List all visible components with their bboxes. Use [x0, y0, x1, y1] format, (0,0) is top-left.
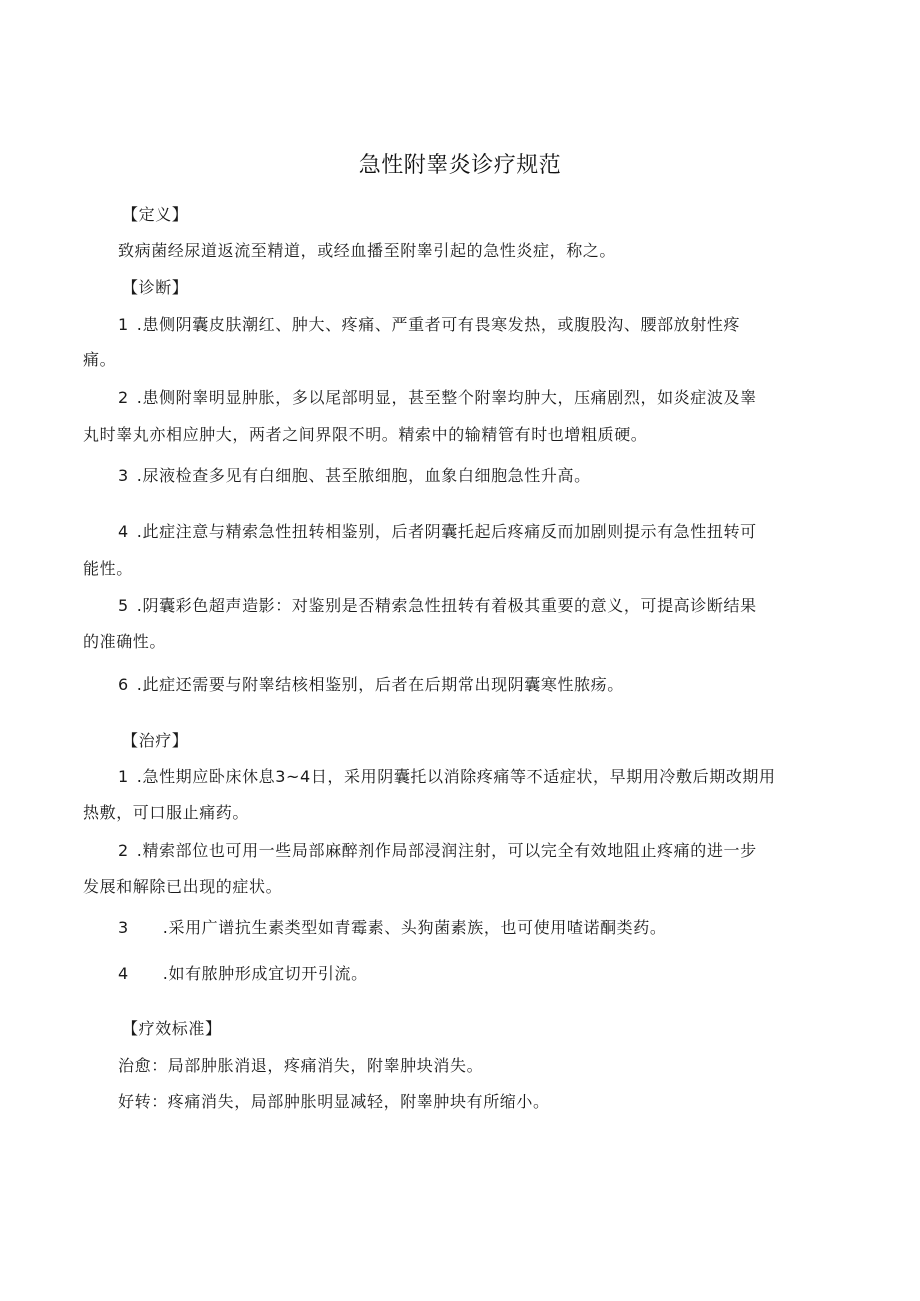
diagnosis-item-3 — [118, 466, 591, 486]
item-number: 2 — [118, 388, 129, 407]
treatment-item-1-line-2: 热敷，可口服止痛药。 — [83, 803, 250, 822]
diagnosis-item-2-line-1 — [118, 388, 757, 408]
efficacy-improved: 好转：疼痛消失，局部肿胀明显减轻，附睾肿块有所缩小。 — [118, 1092, 550, 1111]
diagnosis-heading: 【诊断】 — [122, 278, 189, 297]
treatment-item-2-line-2: 发展和解除已出现的症状。 — [83, 877, 283, 896]
diagnosis-item-4-line-1 — [118, 522, 757, 542]
diagnosis-item-6 — [118, 675, 624, 695]
item-text: .精索部位也可用一些局部麻醉剂作局部浸润注射，可以完全有效地阻止疼痛的进一步 — [136, 841, 757, 860]
item-number: 3 — [118, 918, 129, 937]
item-text: .阴囊彩色超声造影：对鉴别是否精索急性扭转有着极其重要的意义，可提高诊断结果 — [136, 596, 757, 615]
item-number: 2 — [118, 841, 129, 860]
diagnosis-item-5-line-2: 的准确性。 — [83, 632, 167, 651]
definition-heading: 【定义】 — [122, 205, 189, 224]
item-text: .尿液检查多见有白细胞、甚至脓细胞，血象白细胞急性升高。 — [136, 466, 591, 485]
item-number: 4 — [118, 522, 129, 541]
diagnosis-item-5-line-1 — [118, 596, 757, 616]
item-number: 5 — [118, 596, 129, 615]
item-number: 3 — [118, 466, 129, 485]
definition-text: 致病菌经尿道返流至精道，或经血播至附睾引起的急性炎症，称之。 — [118, 241, 617, 260]
item-text: .此症注意与精索急性扭转相鉴别，后者阴囊托起后疼痛反而加剧则提示有急性扭转可 — [136, 522, 757, 541]
treatment-item-1-line-1 — [118, 767, 776, 787]
efficacy-cured: 治愈：局部肿胀消退，疼痛消失，附睾肿块消失。 — [118, 1056, 484, 1075]
item-text: .如有脓肿形成宜切开引流。 — [162, 964, 368, 983]
treatment-item-4 — [118, 964, 368, 984]
diagnosis-item-1-line-1 — [118, 315, 740, 335]
item-text: .患侧阴囊皮肤潮红、肿大、疼痛、严重者可有畏寒发热，或腹股沟、腰部放射性疼 — [136, 315, 741, 334]
treatment-item-3 — [118, 918, 666, 938]
item-text: .急性期应卧床休息3~4日，采用阴囊托以消除疼痛等不适症状，早期用冷敷后期改期用 — [136, 767, 776, 786]
item-text: .此症还需要与附睾结核相鉴别，后者在后期常出现阴囊寒性脓疡。 — [136, 675, 624, 694]
diagnosis-item-2-line-2: 丸时睾丸亦相应肿大，两者之间界限不明。精索中的输精管有时也增粗质硬。 — [83, 425, 648, 444]
efficacy-heading: 【疗效标准】 — [122, 1019, 222, 1038]
treatment-heading: 【治疗】 — [122, 731, 189, 750]
diagnosis-item-4-line-2: 能性。 — [83, 559, 133, 578]
item-text: .患侧附睾明显肿胀，多以尾部明显，甚至整个附睾均肿大，压痛剧烈，如炎症波及睾 — [136, 388, 757, 407]
item-number: 4 — [118, 964, 129, 983]
item-number: 6 — [118, 675, 129, 694]
treatment-item-2-line-1 — [118, 841, 757, 861]
item-text: .采用广谱抗生素类型如青霉素、头狗菌素族，也可使用喳诺酮类药。 — [162, 918, 667, 937]
page-title: 急性附睾炎诊疗规范 — [358, 153, 562, 178]
diagnosis-item-1-line-2: 痛。 — [83, 350, 117, 369]
item-number: 1 — [118, 315, 129, 334]
item-number: 1 — [118, 767, 129, 786]
